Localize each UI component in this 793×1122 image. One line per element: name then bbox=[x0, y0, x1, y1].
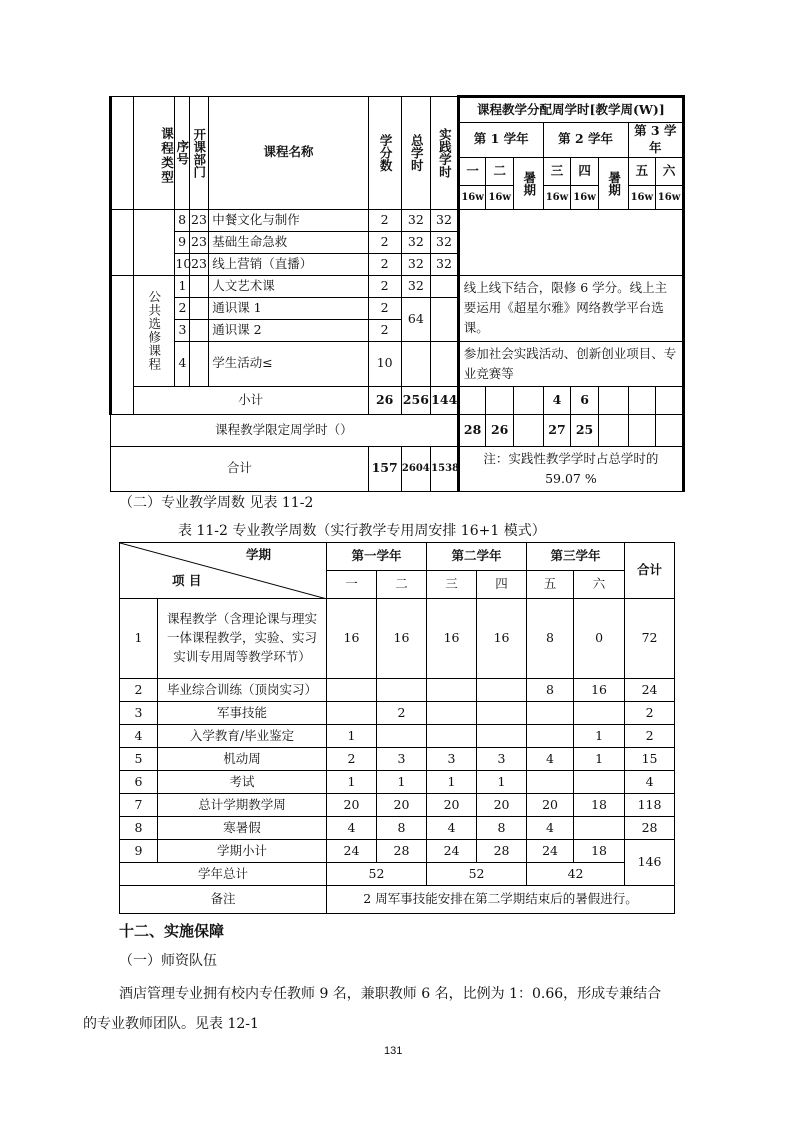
row-no: 8 bbox=[120, 817, 158, 840]
row-dept: 23 bbox=[189, 253, 208, 275]
row-item: 课程教学（含理论课与理实一体课程教学，实验、实习实训专用周等教学环节） bbox=[158, 599, 327, 679]
row-val: 0 bbox=[574, 599, 625, 679]
row-practice bbox=[431, 275, 459, 297]
row-course-name: 通识课 1 bbox=[209, 297, 369, 319]
row-no: 5 bbox=[120, 748, 158, 771]
row-dept bbox=[189, 341, 208, 386]
row-item: 寒暑假 bbox=[158, 817, 327, 840]
diagonal-line bbox=[120, 543, 327, 599]
row-total: 32 bbox=[401, 253, 431, 275]
limit-s3: 27 bbox=[543, 414, 571, 446]
remark-row bbox=[120, 886, 675, 914]
header-summer-1: 暑期 bbox=[514, 157, 544, 209]
limit-s5 bbox=[628, 414, 656, 446]
row-val: 28 bbox=[477, 840, 527, 863]
row-val: 4 bbox=[527, 748, 574, 771]
row-val: 24 bbox=[427, 840, 477, 863]
header-year-3: 第三学年 bbox=[527, 543, 625, 571]
row-val: 4 bbox=[527, 817, 574, 840]
row-val: 20 bbox=[327, 794, 377, 817]
row-seq: 9 bbox=[175, 231, 189, 253]
paragraph-line-2: 的专业教师团队。见表 12-1 bbox=[83, 1016, 259, 1032]
subtotal-s2 bbox=[486, 386, 514, 414]
limit-label: 课程教学限定周学时（） bbox=[111, 414, 459, 446]
row-val bbox=[427, 702, 477, 725]
header-weeks: 16w bbox=[628, 185, 656, 209]
row-credit: 2 bbox=[368, 319, 401, 341]
row-total: 118 bbox=[625, 794, 675, 817]
row-total: 146 bbox=[625, 840, 675, 886]
row-credit: 2 bbox=[368, 253, 401, 275]
row-val bbox=[377, 679, 427, 702]
row-val: 2 bbox=[327, 748, 377, 771]
row-course-name: 通识课 2 bbox=[209, 319, 369, 341]
row-seq: 3 bbox=[175, 319, 189, 341]
subtotal-row bbox=[111, 386, 684, 414]
row-seq: 4 bbox=[175, 341, 189, 386]
row-val bbox=[377, 725, 427, 748]
row-item: 入学教育/毕业鉴定 bbox=[158, 725, 327, 748]
row-val bbox=[527, 771, 574, 794]
row-practice: 32 bbox=[431, 231, 459, 253]
header-term-1: 一 bbox=[327, 571, 377, 599]
row-total: 15 bbox=[625, 748, 675, 771]
subtotal-summer1 bbox=[514, 386, 544, 414]
header-term-5: 五 bbox=[527, 571, 574, 599]
row-credit: 2 bbox=[368, 231, 401, 253]
table-row bbox=[111, 209, 684, 231]
row-val: 8 bbox=[527, 679, 574, 702]
header-credit: 学分数 bbox=[368, 97, 401, 210]
limit-summer1 bbox=[514, 414, 544, 446]
row-item: 学期小计 bbox=[158, 840, 327, 863]
row-total: 72 bbox=[625, 599, 675, 679]
year-total-label: 学年总计 bbox=[120, 863, 327, 886]
row-seq: 10 bbox=[175, 253, 189, 275]
section-heading: （二）专业教学周数 见表 11-2 bbox=[119, 495, 314, 511]
limit-s2: 26 bbox=[486, 414, 514, 446]
row-val bbox=[477, 702, 527, 725]
limit-summer2 bbox=[598, 414, 628, 446]
row-val: 16 bbox=[477, 599, 527, 679]
section-12-1-heading: （一）师资队伍 bbox=[119, 953, 217, 969]
header-weeks: 16w bbox=[458, 185, 486, 209]
subtotal-s1 bbox=[458, 386, 486, 414]
table-row bbox=[120, 725, 675, 748]
remark-text: 2 周军事技能安排在第二学期结束后的暑假进行。 bbox=[327, 886, 675, 914]
header-item: 项 目 bbox=[172, 573, 202, 588]
row-val bbox=[327, 702, 377, 725]
row-course-name: 基础生命急救 bbox=[209, 231, 369, 253]
table-row bbox=[120, 748, 675, 771]
table-row bbox=[120, 599, 675, 679]
header-term: 学期 bbox=[245, 547, 271, 562]
row-course-name: 学生活动≤ bbox=[209, 341, 369, 386]
row-val bbox=[527, 725, 574, 748]
header-seq: 序号 bbox=[175, 97, 189, 210]
row-val: 8 bbox=[477, 817, 527, 840]
row-total: 32 bbox=[401, 231, 431, 253]
row-val: 16 bbox=[327, 599, 377, 679]
row-seq: 8 bbox=[175, 209, 189, 231]
row-val bbox=[327, 679, 377, 702]
row-val: 3 bbox=[377, 748, 427, 771]
row-val bbox=[427, 725, 477, 748]
header-year-2: 第 2 学年 bbox=[543, 123, 628, 158]
row-val: 20 bbox=[527, 794, 574, 817]
subtotal-total: 256 bbox=[401, 386, 431, 414]
row-val bbox=[427, 679, 477, 702]
table-row bbox=[120, 794, 675, 817]
row-seq: 1 bbox=[175, 275, 189, 297]
row-val: 20 bbox=[427, 794, 477, 817]
row-course-name: 中餐文化与制作 bbox=[209, 209, 369, 231]
row-dept: 23 bbox=[189, 209, 208, 231]
header-summer-2: 暑期 bbox=[598, 157, 628, 209]
row-total bbox=[401, 341, 431, 386]
blank-col bbox=[111, 209, 134, 275]
header-weeks: 16w bbox=[571, 185, 599, 209]
row-dept bbox=[189, 297, 208, 319]
note-online: 线上线下结合，限修 6 学分。线上主要运用《超星尔雅》网络教学平台选课。 bbox=[458, 275, 683, 341]
row-item: 机动周 bbox=[158, 748, 327, 771]
header-year-1: 第 1 学年 bbox=[458, 123, 543, 158]
row-no: 7 bbox=[120, 794, 158, 817]
header-term-3: 三 bbox=[543, 157, 571, 185]
row-total: 2 bbox=[625, 702, 675, 725]
row-val: 2 bbox=[377, 702, 427, 725]
row-dept bbox=[189, 275, 208, 297]
row-no: 6 bbox=[120, 771, 158, 794]
row-total: 32 bbox=[401, 209, 431, 231]
table-row bbox=[111, 341, 684, 386]
subtotal-summer2 bbox=[598, 386, 628, 414]
row-dept: 23 bbox=[189, 231, 208, 253]
header-term-2: 二 bbox=[377, 571, 427, 599]
header-term-1: 一 bbox=[458, 157, 486, 185]
row-credit: 10 bbox=[368, 341, 401, 386]
header-term-5: 五 bbox=[628, 157, 656, 185]
row-val: 20 bbox=[377, 794, 427, 817]
row-val: 1 bbox=[327, 771, 377, 794]
sum-row bbox=[111, 446, 684, 491]
subtotal-practice: 144 bbox=[431, 386, 459, 414]
limit-s4: 25 bbox=[571, 414, 599, 446]
row-val: 1 bbox=[427, 771, 477, 794]
header-term-4: 四 bbox=[571, 157, 599, 185]
row-course-name: 人文艺术课 bbox=[209, 275, 369, 297]
row-no: 9 bbox=[120, 840, 158, 863]
subtotal-label: 小计 bbox=[133, 386, 368, 414]
row-val: 20 bbox=[477, 794, 527, 817]
row-item: 军事技能 bbox=[158, 702, 327, 725]
row-no: 2 bbox=[120, 679, 158, 702]
row-val: 4 bbox=[427, 817, 477, 840]
row-val: 16 bbox=[574, 679, 625, 702]
sum-credit: 157 bbox=[368, 446, 401, 491]
row-val: 18 bbox=[574, 794, 625, 817]
row-item: 总计学期教学周 bbox=[158, 794, 327, 817]
row-seq: 2 bbox=[175, 297, 189, 319]
row-val: 28 bbox=[377, 840, 427, 863]
header-term-2: 二 bbox=[486, 157, 514, 185]
row-total: 2 bbox=[625, 725, 675, 748]
blank-col bbox=[111, 97, 134, 210]
subtotal-s4: 6 bbox=[571, 386, 599, 414]
blank-type bbox=[133, 209, 175, 275]
row-item: 毕业综合训练（顶岗实习） bbox=[158, 679, 327, 702]
row-val bbox=[574, 702, 625, 725]
course-hours-table bbox=[109, 95, 685, 492]
table-caption: 表 11-2 专业教学周数（实行教学专用周安排 16+1 模式） bbox=[178, 523, 546, 539]
limit-row bbox=[111, 414, 684, 446]
row-no: 3 bbox=[120, 702, 158, 725]
row-total: 28 bbox=[625, 817, 675, 840]
header-distribution: 课程教学分配周学时[教学周(W)] bbox=[458, 97, 683, 123]
row-val: 4 bbox=[327, 817, 377, 840]
table-row bbox=[120, 702, 675, 725]
blank-col bbox=[111, 275, 134, 414]
row-val: 3 bbox=[427, 748, 477, 771]
row-val: 1 bbox=[477, 771, 527, 794]
row-val bbox=[574, 817, 625, 840]
row-credit: 2 bbox=[368, 209, 401, 231]
row-item: 考试 bbox=[158, 771, 327, 794]
row-val: 24 bbox=[527, 840, 574, 863]
row-val: 8 bbox=[527, 599, 574, 679]
header-weeks: 16w bbox=[656, 185, 684, 209]
table-row bbox=[120, 771, 675, 794]
row-val: 18 bbox=[574, 840, 625, 863]
table-row bbox=[120, 817, 675, 840]
public-elective-type: 公共选修课程 bbox=[133, 275, 175, 386]
year-total-1: 52 bbox=[327, 863, 427, 886]
paragraph-line-1: 酒店管理专业拥有校内专任教师 9 名，兼职教师 6 名，比例为 1：0.66，形成专兼结合 bbox=[119, 986, 662, 1002]
teaching-weeks-table bbox=[119, 542, 675, 914]
row-credit: 2 bbox=[368, 275, 401, 297]
row-no: 1 bbox=[120, 599, 158, 679]
empty-distribution bbox=[458, 209, 683, 275]
row-val: 1 bbox=[574, 748, 625, 771]
header-term-6: 六 bbox=[656, 157, 684, 185]
row-no: 4 bbox=[120, 725, 158, 748]
header-weeks: 16w bbox=[486, 185, 514, 209]
year-total-2: 52 bbox=[427, 863, 527, 886]
row-course-name: 线上营销（直播） bbox=[209, 253, 369, 275]
header-year-2: 第二学年 bbox=[427, 543, 527, 571]
row-val bbox=[527, 702, 574, 725]
sum-total: 2604 bbox=[401, 446, 431, 491]
header-year-3: 第 3 学年 bbox=[628, 123, 683, 158]
note-activities: 参加社会实践活动、创新创业项目、专业竞赛等 bbox=[458, 341, 683, 386]
row-val: 1 bbox=[377, 771, 427, 794]
year-total-row bbox=[120, 863, 675, 886]
table-row bbox=[120, 679, 675, 702]
subtotal-s5 bbox=[628, 386, 656, 414]
section-12-heading: 十二、实施保障 bbox=[119, 922, 225, 940]
row-practice: 32 bbox=[431, 253, 459, 275]
remark-label: 备注 bbox=[120, 886, 327, 914]
row-val bbox=[477, 679, 527, 702]
row-practice bbox=[431, 297, 459, 341]
row-val bbox=[477, 725, 527, 748]
sum-note: 注：实践性教学学时占总学时的 59.07 % bbox=[458, 446, 683, 491]
row-total: 32 bbox=[401, 275, 431, 297]
row-credit: 2 bbox=[368, 297, 401, 319]
sum-practice: 1538 bbox=[431, 446, 459, 491]
row-val bbox=[574, 771, 625, 794]
row-val: 24 bbox=[327, 840, 377, 863]
sum-label: 合计 bbox=[111, 446, 369, 491]
row-dept bbox=[189, 319, 208, 341]
header-corner bbox=[120, 543, 327, 599]
header-weeks: 16w bbox=[543, 185, 571, 209]
header-course-name: 课程名称 bbox=[209, 97, 369, 210]
row-practice: 32 bbox=[431, 209, 459, 231]
row-val: 1 bbox=[327, 725, 377, 748]
row-val: 3 bbox=[477, 748, 527, 771]
row-val: 16 bbox=[377, 599, 427, 679]
header-dept: 开课部门 bbox=[189, 97, 208, 210]
row-practice bbox=[431, 341, 459, 386]
header-term-3: 三 bbox=[427, 571, 477, 599]
page-number: 131 bbox=[384, 1045, 403, 1057]
subtotal-credit: 26 bbox=[368, 386, 401, 414]
row-val: 8 bbox=[377, 817, 427, 840]
table-row bbox=[111, 275, 684, 297]
row-total: 24 bbox=[625, 679, 675, 702]
header-total: 合计 bbox=[625, 543, 675, 599]
limit-s1: 28 bbox=[458, 414, 486, 446]
header-practice-hours: 实践学时 bbox=[431, 97, 459, 210]
row-total: 64 bbox=[401, 297, 431, 341]
year-total-3: 42 bbox=[527, 863, 625, 886]
header-year-1: 第一学年 bbox=[327, 543, 427, 571]
subtotal-s3: 4 bbox=[543, 386, 571, 414]
table-row bbox=[120, 840, 675, 863]
header-total-hours: 总学时 bbox=[401, 97, 431, 210]
row-val: 1 bbox=[574, 725, 625, 748]
subtotal-s6 bbox=[656, 386, 684, 414]
header-course-type: 课程类型 bbox=[133, 97, 175, 210]
row-val: 16 bbox=[427, 599, 477, 679]
row-total: 4 bbox=[625, 771, 675, 794]
header-term-4: 四 bbox=[477, 571, 527, 599]
header-term-6: 六 bbox=[574, 571, 625, 599]
limit-s6 bbox=[656, 414, 684, 446]
